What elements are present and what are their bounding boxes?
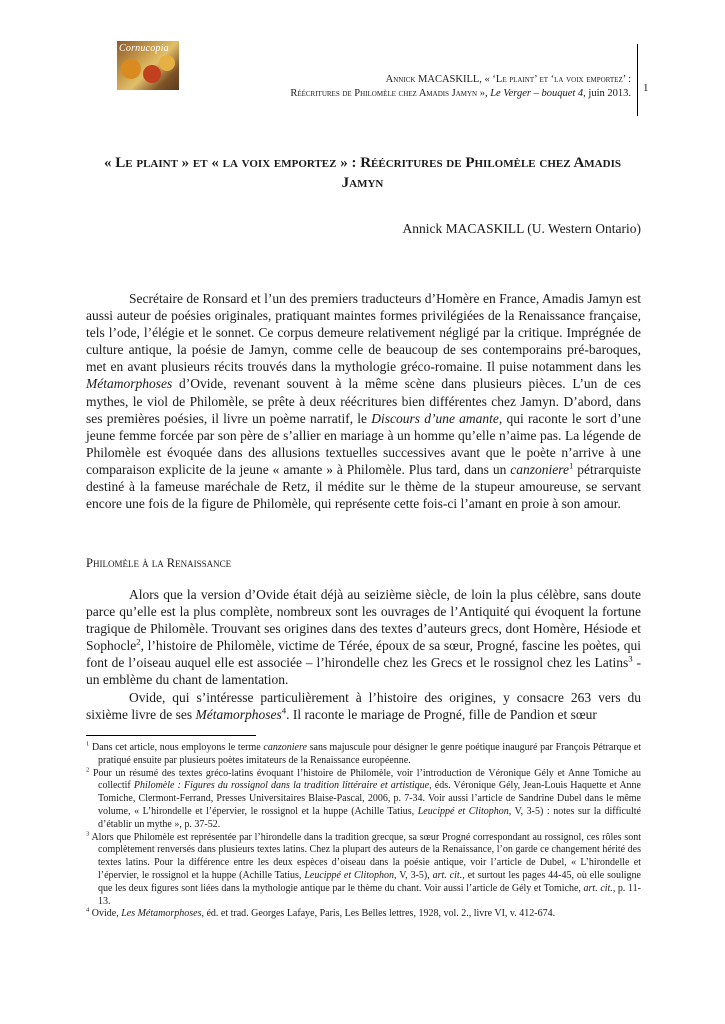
- running-head-line2: Réécritures de Philomèle chez Amadis Jamyn », Le Verger – bouquet 4, juin 2013.: [290, 88, 631, 99]
- running-head-line1: Annick MACASKILL, « ‘Le plaint’ et ‘la voix emportez’ :: [385, 74, 631, 85]
- section-body: Alors que la version d’Ovide était déjà au seizième siècle, de loin la plus célèbre, sans doute parce qu’elle est la plus complète, nombreux sont les ouvrages de l’Antiquité qui évoquent la fortune tragique de Philomèle. Trouvant ses origines dans des textes d’auteurs grecs, dont Homère, Hésiode et Sophocle$^2$, l’histoire de Philomèle, victime de Térée, époux de sa sœur, Progné, fascine les poètes, qui font de l’oiseau auquel elle est associée – l’hirondelle chez les Grecs et le rossignol chez les Latins$^3$ - un emblème du chant de lamentation. Ovide, qui s’intéresse particulièrement à l’histoire des origines, y consacre 263 vers du sixième livre de ses Métamorphoses$^4$. Il raconte le mariage de Progné, fille de Pandion et sœur: [86, 587, 641, 722]
- footnotes: [86, 742, 641, 921]
- footnote-3: $^3$ Alors que Philomèle est représentée par l’hirondelle dans la tradition grecque, sa sœur Progné correspondant au rossignol, ces rôles sont complètement renversés dans plusieurs textes latins. Chez la plupart des auteurs de la Renaissance, l’on garde ce changement hérité des textes latins. Pour la différence entre les deux espèces d’oiseau dans la poésie antique, voir l’article de Dubel, « L’hirondelle et l’épervier, le rossignol et la huppe (Achille Tatius, Leucippé et Clitophon, V, 3-5), art. cit., et surtout les pages 44-45, où elle souligne que les deux figures sont liées dans la mythologie antique par le thème du chant. Voir aussi l’article de Gély et Tomiche, art. cit., p. 11-13.: [86, 830, 641, 907]
- running-head: [290, 73, 631, 101]
- article-title: « Le plaint » et « la voix emportez » : Réécritures de Philomèle chez Amadis Jamyn: [104, 155, 621, 191]
- footnote-4: $^4$ Ovide, Les Métamorphoses, éd. et trad. Georges Lafaye, Paris, Les Belles lettres, 1928, vol. 2., livre VI, v. 412-674.: [86, 907, 556, 920]
- logo-text: Cornucopia: [119, 43, 169, 54]
- header-vertical-rule: [637, 44, 638, 116]
- article-author: Annick MACASKILL (U. Western Ontario): [402, 221, 641, 236]
- cornucopia-logo: [117, 41, 179, 90]
- section-heading: Philomèle à la Renaissance: [86, 556, 232, 570]
- intro-paragraph: Secrétaire de Ronsard et l’un des premiers traducteurs d’Homère en France, Amadis Jamyn est aussi auteur de poésies originales, pratiquant maintes formes privilégiées de la Renaissance française, tels l’ode, l’élégie et le sonnet. Ce corpus demeure relativement négligé par la critique. Imprégnée de culture antique, la poésie de Jamyn, comme celle de beaucoup de ses contemporains pré-baroques, met en avant plusieurs récits trouvés dans la mythologie gréco-romaine. Il puise notamment dans les Métamorphoses d’Ovide, revenant souvent à la même scène dans plusieurs pièces. L’un de ces mythes, le viol de Philomèle, se prête à deux réécritures bien différentes chez Jamyn. D’abord, dans ses premières poésies, il livre un poème narratif, le Discours d’une amante, qui raconte le sort d’une jeune femme forcée par son père de s’allier en mariage à un homme qu’elle n’aime pas. La légende de Philomèle est évoquée dans des allusions textuelles successives avant que le poète n’arrive à une comparaison explicite de la jeune « amante » à Philomèle. Plus tard, dans un canzoniere$^1$ pétrarquiste destiné à la fameuse maréchale de Retz, il médite sur le thème de la stupeur amoureuse, se servant encore une fois de la figure de Philomèle, qui représente cette fois-ci l’amant en proie à son amour.: [86, 291, 642, 512]
- footnote-1: $^1$ Dans cet article, nous employons le terme canzoniere sans majuscule pour désigner le genre poétique inauguré par François Pétrarque et pratiqué ensuite par plusieurs poètes imitateurs de la Renaissance européenne.: [86, 740, 641, 766]
- page-number: 1: [643, 82, 649, 94]
- footnote-2: $^2$ Pour un résumé des textes gréco-latins évoquant l’histoire de Philomèle, voir l’introduction de Véronique Gély et Anne Tomiche au collectif Philomèle : Figures du rossignol dans la tradition littéraire et artistique, éds. Véronique Gély, Jean-Louis Haquette et Anne Tomiche, Clermont-Ferrand, Presses Universitaires Blaise-Pascal, 2006, p. 7-34. Voir aussi l’article de Sandrine Dubel dans le même volume, « L’hirondelle et l’épervier, le rossignol et la huppe (Achille Tatius, Leucippé et Clitophon, V, 3-5) : notes sur la difficulté d’établir un mythe », p. 37-52.: [86, 766, 641, 830]
- footnote-rule: [86, 735, 256, 736]
